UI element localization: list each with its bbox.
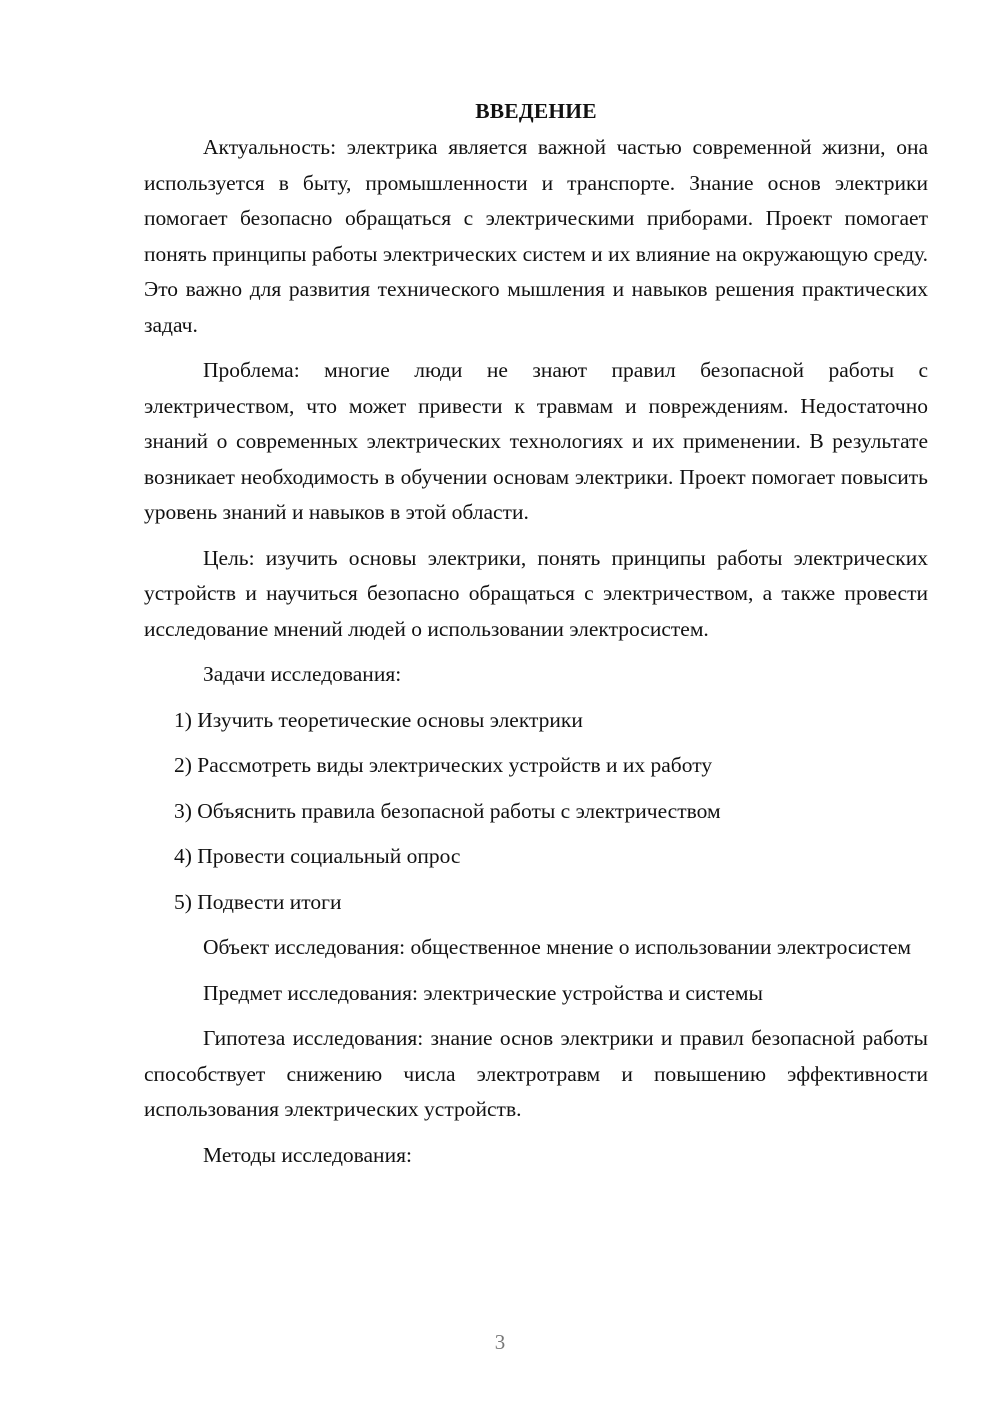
page-number: 3 xyxy=(494,1330,506,1354)
subject-paragraph: Предмет исследования: электрические устройства и системы xyxy=(203,980,763,1005)
document-page xyxy=(144,96,928,1316)
task-item: 1) Изучить теоретические основы электрики xyxy=(174,707,583,732)
task-item: 2) Рассмотреть виды электрических устройств и их работу xyxy=(174,753,713,777)
relevance-paragraph: Актуальность: электрика является важной частью современной жизни, она используется в быту, промышленности и транспорте. Знание основ электрики помогает безопасно обращаться с электрическими приборами. Проект помогает понять принципы работы электрических систем и их влияние на окружающую среду. Это важно для развития технического мышления и навыков решения практических задач. xyxy=(144,135,928,337)
task-item: 3) Объяснить правила безопасной работы с электричеством xyxy=(174,798,721,823)
tasks-list xyxy=(144,703,928,921)
task-item: 5) Подвести итоги xyxy=(174,889,342,914)
hypothesis-paragraph: Гипотеза исследования: знание основ электрики и правил безопасной работы способствует снижению числа электротравм и повышению эффективности использования электрических устройств. xyxy=(144,1026,928,1121)
task-item: 4) Провести социальный опрос xyxy=(174,844,461,868)
object-paragraph: Объект исследования: общественное мнение о использовании электросистем xyxy=(203,935,912,959)
tasks-heading: Задачи исследования: xyxy=(203,662,402,686)
section-title: ВВЕДЕНИЕ xyxy=(475,99,597,123)
problem-paragraph: Проблема: многие люди не знают правил безопасной работы с электричеством, что может привести к травмам и повреждениям. Недостаточно знаний о современных электрических технологиях и их применении. В результате возникает необходимость в обучении основам электрики. Проект помогает повысить уровень знаний и навыков в этой области. xyxy=(144,358,928,524)
goal-paragraph: Цель: изучить основы электрики, понять принципы работы электрических устройств и научиться безопасно обращаться с электричеством, а также провести исследование мнений людей о использовании электросистем. xyxy=(144,545,928,641)
methods-heading: Методы исследования: xyxy=(203,1142,412,1167)
